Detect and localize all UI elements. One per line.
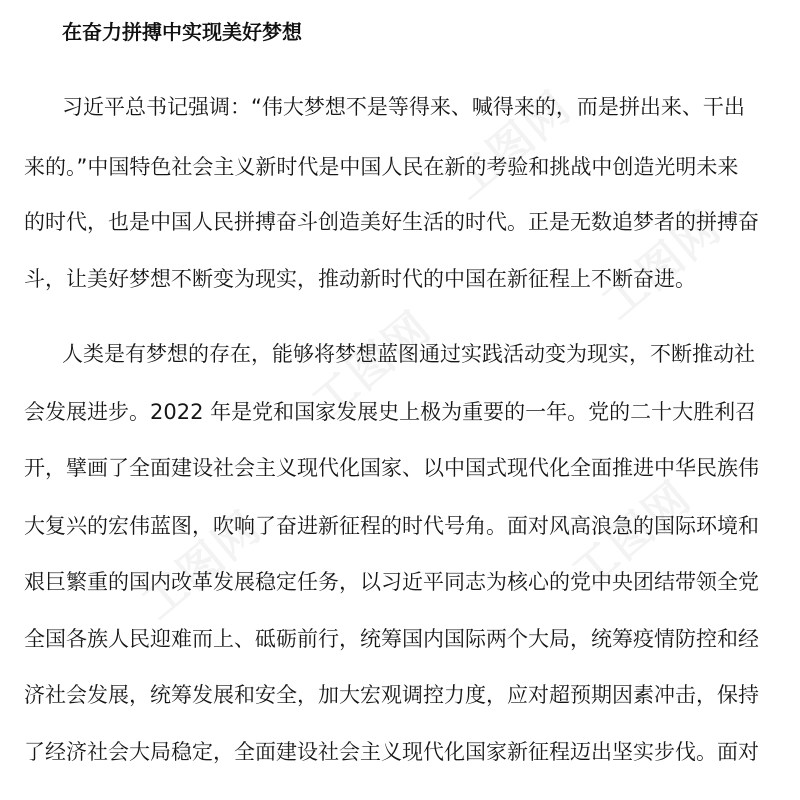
paragraph-line: 会发展进步。2022 年是党和国家发展史上极为重要的一年。党的二十大胜利召	[24, 400, 757, 424]
paragraph-line: 了经济社会大局稳定，全面建设社会主义现代化国家新征程迈出坚实步伐。面对	[24, 740, 759, 764]
paragraph-line: 艰巨繁重的国内改革发展稳定任务，以习近平同志为核心的党中央团结带领全党	[24, 570, 759, 594]
watermark: 工图网	[592, 201, 732, 330]
paragraph-line: 的时代，也是中国人民拼搏奋斗创造美好生活的时代。正是无数追梦者的拼搏奋	[24, 210, 759, 234]
paragraph-line: 人类是有梦想的存在，能够将梦想蓝图通过实践活动变为现实，不断推动社	[62, 342, 755, 366]
paragraph-line: 开，擘画了全面建设社会主义现代化国家、以中国式现代化全面推进中华民族伟	[24, 456, 759, 480]
watermark: 工图网	[302, 301, 442, 430]
paragraph-line: 大复兴的宏伟蓝图，吹响了奋进新征程的时代号角。面对风高浪急的国际环境和	[24, 514, 759, 538]
paragraph-line: 斗，让美好梦想不断变为现实，推动新时代的中国在新征程上不断奋进。	[24, 267, 696, 291]
paragraph-line: 来的。”中国特色社会主义新时代是中国人民在新的考验和挑战中创造光明未来	[24, 155, 739, 179]
paragraph-line: 济社会发展，统筹发展和安全，加大宏观调控力度，应对超预期因素冲击，保持	[24, 683, 759, 707]
watermark: 工图网	[562, 471, 702, 600]
paragraph-line: 习近平总书记强调：“伟大梦想不是等得来、喊得来的，而是拼出来、干出	[62, 95, 745, 119]
document-title: 在奋力拼搏中实现美好梦想	[62, 20, 302, 44]
paragraph-line: 全国各族人民迎难而上、砥砺前行，统筹国内国际两个大局，统筹疫情防控和经	[24, 627, 759, 651]
watermark: 工图网	[442, 81, 582, 210]
watermark: 工图网	[132, 501, 272, 630]
